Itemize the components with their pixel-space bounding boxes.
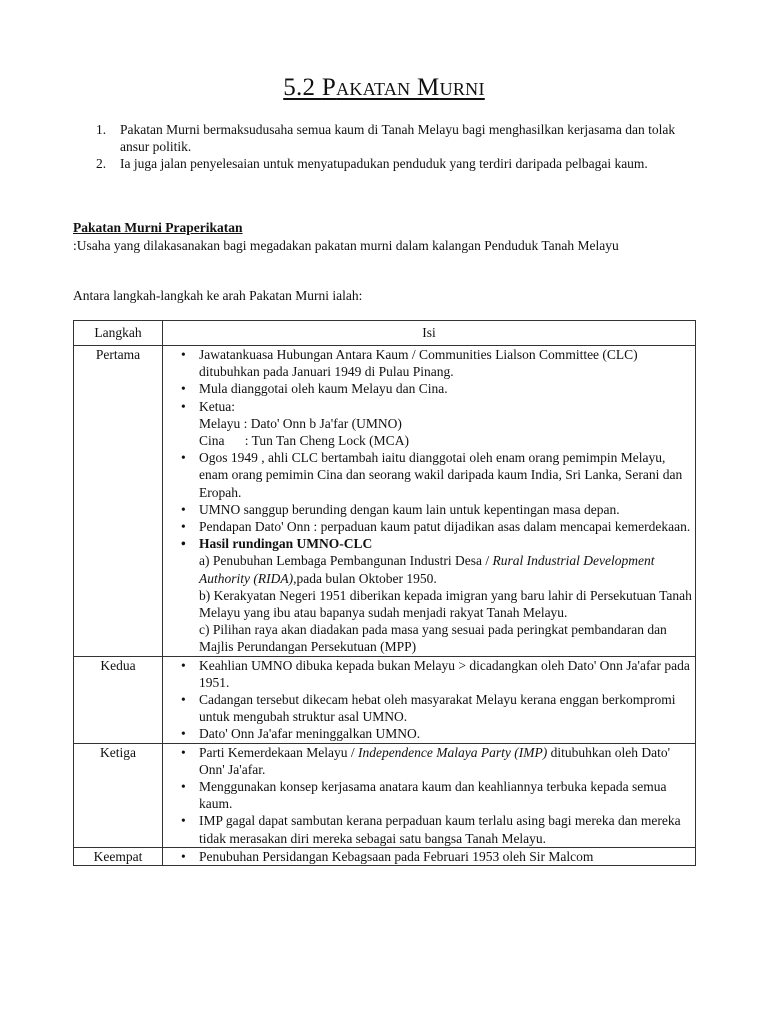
bullet-icon: •	[181, 692, 186, 708]
steps-table	[73, 320, 696, 866]
bullet-icon: •	[181, 519, 186, 535]
step-content	[163, 656, 696, 743]
intro-item	[96, 121, 696, 155]
title-word2-rest: URNI	[439, 79, 485, 99]
bullet-icon: •	[181, 779, 186, 795]
table-row	[74, 743, 696, 847]
bullet-list	[163, 848, 695, 865]
step-label: Pertama	[74, 346, 163, 657]
item-italic: Independence Malaya Party (IMP)	[357, 744, 548, 760]
step-label: Ketiga	[74, 743, 163, 847]
item-text: Pendapan Dato' Onn : perpaduan kaum patut dijadikan asas dalam mencapai kemerdekaan.	[199, 519, 691, 535]
section-description: :Usaha yang dilakasanakan bagi megadakan pakatan murni dalam kalangan Penduduk Tanah Melayu	[73, 238, 619, 253]
bullet-list	[163, 744, 695, 847]
intro-list	[96, 121, 696, 172]
item-text: Cadangan tersebut dikecam hebat oleh masyarakat Melayu kerana enggan berkompromi untuk mengubah struktur asal UMNO.	[199, 692, 676, 725]
intro-item	[96, 155, 696, 172]
hasil-a-italic: Rural Industrial Development Authority (RIDA)	[199, 553, 655, 586]
item-text: Menggunakan konsep kerjasama anatara kaum dan keahliannya terbuka kepada semua kaum.	[199, 779, 667, 812]
list-item	[163, 535, 695, 655]
bullet-icon: •	[181, 450, 186, 466]
title-word2-initial: M	[417, 74, 440, 101]
page-title	[0, 74, 768, 102]
bullet-icon: •	[181, 726, 186, 742]
bullet-list	[163, 657, 695, 743]
bullet-icon: •	[181, 657, 186, 673]
hasil-a	[199, 552, 695, 586]
ketua-cina: Cina : Tun Tan Cheng Lock (MCA)	[199, 433, 409, 449]
intro-text: Ia juga jalan penyelesaian untuk menyatupadukan penduduk yang terdiri daripada pelbagai kaum.	[120, 156, 648, 171]
step-content	[163, 847, 696, 865]
title-word1-initial: P	[321, 74, 337, 101]
bullet-icon: •	[181, 398, 186, 414]
list-item	[163, 778, 695, 812]
item-text: Parti Kemerdekaan Melayu /	[199, 744, 358, 760]
table-row	[74, 847, 696, 865]
title-word1-rest: AKATAN	[336, 79, 411, 99]
step-label: Keempat	[74, 847, 163, 865]
list-item	[163, 398, 695, 450]
bullet-icon: •	[181, 347, 186, 362]
header-isi: Isi	[163, 321, 696, 346]
item-text: Keahlian UMNO dibuka kepada bukan Melayu > dicadangkan oleh Dato' Onn Ja'afar pada 1951.	[199, 657, 690, 690]
intro-number: 2.	[96, 156, 107, 171]
title-number: 5.2	[283, 74, 322, 101]
list-item	[163, 380, 695, 397]
header-langkah: Langkah	[74, 321, 163, 346]
section-heading: Pakatan Murni Praperikatan	[73, 220, 243, 235]
hasil-heading: Hasil rundingan UMNO-CLC	[199, 536, 373, 552]
item-text: IMP gagal dapat sambutan kerana perpaduan kaum terlalu asing bagi mereka dan mereka tidak merasakan diri mereka sebagai satu bangsa Tanah Melayu.	[199, 813, 681, 846]
list-item	[163, 518, 695, 535]
bullet-list	[163, 346, 695, 656]
step-content	[163, 346, 696, 657]
bullet-icon: •	[181, 744, 186, 760]
hasil-a-end: ,pada bulan Oktober 1950.	[293, 570, 437, 586]
item-text: Mula dianggotai oleh kaum Melayu dan Cina.	[199, 381, 448, 397]
bullet-icon: •	[181, 848, 186, 864]
item-text: Jawatankuasa Hubungan Antara Kaum / Communities Lialson Committee (CLC) ditubuhkan pada Januari 1949 di Pulau Pinang.	[199, 347, 638, 380]
hasil-b: b) Kerakyatan Negeri 1951 diberikan kepada imigran yang baru lahir di Persekutuan Tanah Melayu yang ibu atau bapanya sudah menjadi rakyat Tanah Melayu.	[199, 587, 692, 621]
list-item	[163, 346, 695, 380]
step-label: Kedua	[74, 656, 163, 743]
list-item	[163, 449, 695, 501]
bullet-icon: •	[181, 536, 186, 552]
item-text: Ogos 1949 , ahli CLC bertambah iaitu dianggotai oleh enam orang pemimpin Melayu, enam orang pemimin Cina dan seorang wakil daripada kaum India, Sri Lanka, Serani dan Eropah.	[199, 450, 683, 500]
ketua-melayu: Melayu : Dato' Onn b Ja'far (UMNO)	[199, 415, 402, 431]
hasil-c: c) Pilihan raya akan diadakan pada masa yang sesuai pada peringkat pembandaran dan Majlis Perundangan Persekutuan (MPP)	[199, 622, 667, 655]
hasil-a-text: a) Penubuhan Lembaga Pembangunan Industri Desa /	[199, 553, 493, 569]
list-item	[163, 812, 695, 846]
list-item	[163, 691, 695, 725]
steps-lead-text: Antara langkah-langkah ke arah Pakatan Murni ialah:	[73, 288, 363, 303]
step-content	[163, 743, 696, 847]
item-text-end: ditubuhkan oleh Dato' Onn' Ja'afar.	[199, 744, 671, 777]
list-item	[163, 657, 695, 691]
list-item	[163, 725, 695, 742]
list-item	[163, 744, 695, 778]
item-text: Dato' Onn Ja'afar meninggalkan UMNO.	[199, 726, 421, 742]
item-text: Penubuhan Persidangan Kebagsaan pada Februari 1953 oleh Sir Malcom	[199, 848, 594, 864]
table-header-row	[74, 321, 696, 346]
item-text: UMNO sanggup berunding dengan kaum lain untuk kepentingan masa depan.	[199, 501, 620, 517]
item-text: Ketua:	[199, 398, 235, 414]
bullet-icon: •	[181, 813, 186, 829]
bullet-icon: •	[181, 381, 186, 397]
table-row	[74, 656, 696, 743]
intro-number: 1.	[96, 122, 107, 137]
list-item	[163, 501, 695, 518]
list-item	[163, 848, 695, 865]
bullet-icon: •	[181, 501, 186, 517]
intro-text: Pakatan Murni bermaksudusaha semua kaum di Tanah Melayu bagi menghasilkan kerjasama dan tolak ansur politik.	[120, 122, 676, 154]
table-row	[74, 346, 696, 657]
